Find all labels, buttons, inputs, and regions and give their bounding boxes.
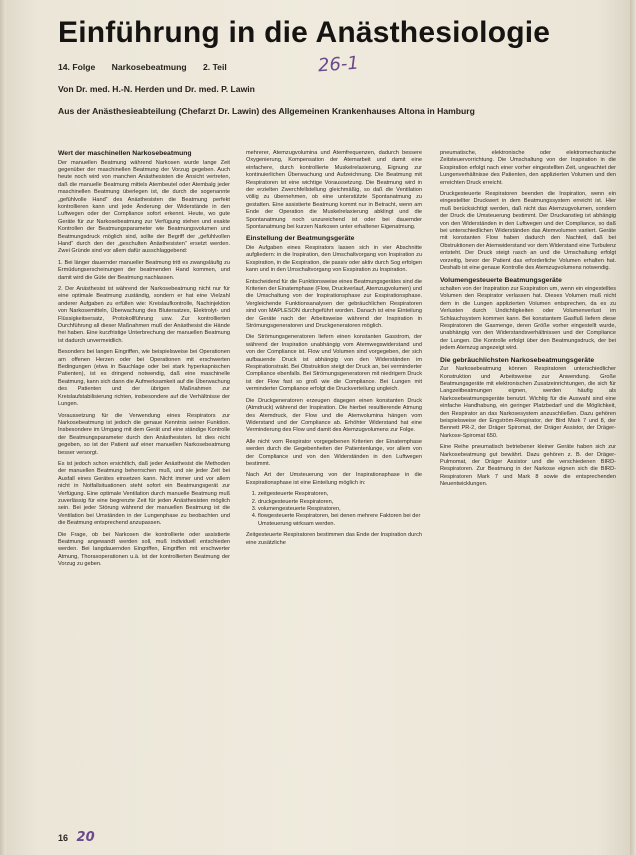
page-binding-left bbox=[0, 0, 6, 855]
section-heading: Die gebräuchlichsten Narkosebeatmungsgeräte bbox=[440, 356, 595, 364]
paragraph: Zeitgesteuerte Respiratoren bestimmen das Ende der Inspiration durch eine zusätzliche bbox=[246, 532, 422, 546]
paragraph: Die Strömungsgeneratoren liefern einen konstanten Gasstrom, der während der Inspiration unabhängig vom Atemwegswiderstand und von der Compliance ist. Flow und Volumen sind vorgegeben, der sich aufbauende Druck ist abhängig von den Widerständen im Respirationstrakt. Bei Obstruktion steigt der Druck an, bei verminderter Compliance ebenfalls. Bei Strömungsgeneratoren mit niedrigem Druck ist der Flow fast so groß wie die Compliance. Bei Lungen mit verminderter Compliance erfolgt die Druckverteilung ungleich. bbox=[246, 334, 422, 393]
section-heading: Einstellung der Beatmungsgeräte bbox=[246, 235, 355, 243]
paragraph: Nach Art der Umsteuerung von der Inspirationsphase in die Exspirationsphase ist eine Einteilung möglich in: bbox=[246, 472, 422, 486]
handwritten-page-number: 20 bbox=[76, 830, 95, 845]
paragraph: pneumatische, elektronische oder elektromechanische Zeitsteuervorrichtung. Die Umschaltung von der Inspiration in die Exspiration erfolgt nach einer vorher eingestellten Zeit, ungeachtet der Lungenverhältnisse des Patienten, den applizierten Volumen und den erreichten Druck erreicht. bbox=[440, 150, 616, 186]
paragraph: Besonders bei langen Eingriffen, wie beispielsweise bei Operationen am offenen Herzen oder bei Operationen mit erschwerten Bedingungen (etwa in Bauchlage oder bei stark hyperkapnischen Patienten), ist es dringend notwendig, daß eine maschinelle Beatmung, kann sich dann die Aufmerksamkeit auf die Überwachung des Patienten und der übrigen Maßnahmen zur Kreislaufstabilisierung richten, insbesondere auf die Verhältnisse der Lungen. bbox=[58, 349, 230, 408]
affiliation-line: Aus der Anästhesieabteilung (Chefarzt Dr. Lawin) des Allgemeinen Krankenhauses Altona in Hamburg bbox=[58, 106, 475, 116]
series-line bbox=[58, 62, 241, 72]
page-footer bbox=[58, 830, 95, 845]
series-topic: Narkosebeatmung bbox=[111, 62, 187, 72]
paragraph: Alle nicht vom Respirator vorgegebenen Kriterien der Einatemphase werden durch die Gegebenheiten der Patientenlunge, vor allem von der Compliance und von den Widerständen in den Luftwegen bestimmt. bbox=[246, 438, 422, 467]
numbered-list bbox=[258, 491, 422, 528]
paragraph: 1. Bei länger dauernder manueller Beatmung tritt es zwangsläufig zu Ermüdungserscheinungen der beatmenden Hand kommen, und damit wird die Güte der Beatmung nachlassen. bbox=[58, 259, 230, 281]
text-column-1 bbox=[58, 150, 230, 830]
text-column-3 bbox=[440, 150, 616, 830]
paragraph: Es ist jedoch schon ersichtlich, daß jeder Anästhesist die Methoden der manuellen Beatmung beherrschen muß, und sie jeder Zeit bei Ausfall eines Gerätes einsetzen kann. Nicht immer und vor allem nicht in Notfallsituationen steht sofort ein Beatmungsgerät zur Verfügung. Eine optimale Ventilation durch manuelle Beatmung muß zuverlässig für eine begrenzte Zeit für jeden Anästhesisten möglich sein. Bei jeder Störung während der manuellen Beatmung ist die Ventilation bei Umständen in der Lungenphase zu beobachten und die Beatmung entsprechend anzupassen. bbox=[58, 460, 230, 527]
paragraph: Zur Narkosebeatmung können Respiratoren unterschiedlicher Konstruktion und Arbeitsweise zur Anwendung. Große Beatmungsgeräte mit elektronischen Zusatzeinrichtungen, die sich für Langzeitbeatmungen eignen, werden häufig als Narkosebeatmungsgeräte benutzt. Wichtig für die Auswahl sind eine einfache Handhabung, ein geringer Platzbedarf und die Möglichkeit, den Respirator an das Narkosesystem anzuschließen. Dazu gehören beispielsweise der Engström-Respirator, der Bird Mark 7 und 8, der Bennett PR-2, der Dräger Spiromat, der Dräger Assistor, der Dräger-Narkose-Spiromat 650. bbox=[440, 366, 616, 439]
series-part: 2. Teil bbox=[203, 62, 227, 72]
paragraph: Die Aufgaben eines Respirators lassen sich in vier Abschnitte aufgliedern: in die Inspiration, den Umschaltvorgang von Inspiration zu Exspiration, in die Exspiration, die passiv oder aktiv durch Sog erfolgen kann und in den Umschaltvorgang von Exspiration zu Inspiration. bbox=[246, 244, 422, 274]
list-item: 1. zeitgesteuerte Respiratoren, bbox=[258, 491, 422, 498]
list-item: 3. volumengesteuerte Respiratoren, bbox=[258, 506, 422, 513]
paragraph: Entscheidend für die Funktionsweise eines Beatmungsgerätes sind die Kriterien der Einatemphase (Flow, Druckverlauf, Atemzugvolumen) und die Umschaltung von der Inspirationsphase zur Exspirationsphase. Vergleichende Funktionsanalysen der gebräuchlichen Respiratoren sind von MAPLESON durchgeführt worden. Danach ist eine Einteilung der Geräte nach der Arbeitsweise während der Inspiration in Strömungsgeneratoren und Druckgeneratoren möglich. bbox=[246, 278, 422, 330]
paragraph: 2. Der Anästhesist ist während der Narkosebeatmung nicht nur für eine optimale Beatmung zuständig, sondern er hat eine Vielzahl anderer Aufgaben zu erfüllen wie: Kreislaufkontrolle, Nachinjektion von Narkosemitteln, Überwachung des Blutersatzes, Elektrolyt- und Flüssigkeitsersatz, Protokollführung usw. Zur kontrollierten Durchführung all dieser Maßnahmen muß der Anästhesist die Hände frei haben. Eine kurzfristige Unterbrechung der manuellen Beatmung ist dadurch unvermeidlich. bbox=[58, 286, 230, 344]
paragraph: Voraussetzung für die Verwendung eines Respirators zur Narkosebeatmung ist jedoch die genaue Kenntnis seiner Funktion. Insbesondere im Umgang mit dem Gerät und eine ständige Kontrolle der Beatmungsparameter durch den Anästhesisten. Ist dies nicht gegeben, so ist der Patient auf einer manuellen Narkosebeatmung besser versorgt. bbox=[58, 412, 230, 456]
list-item: 4. flowgesteuerte Respiratoren, bei denen mehrere Faktoren bei der Umsteuerung wirksam werden. bbox=[258, 513, 422, 528]
paragraph: Die Druckgeneratoren erzeugen dagegen einen konstanten Druck (Atmdruck) während der Inspiration. Die hierbei resultierende Atmung des Atemdruck, der Flow und die Atemvolumina hängen vom Widerstand und der Compliance ab. Erhöhter Widerstand hat eine Verminderung des Flow und damit des Atemzugvolumens zur Folge. bbox=[246, 397, 422, 434]
text-column-2 bbox=[246, 150, 422, 830]
section-heading: Wert der maschinellen Narkosebeatmung bbox=[58, 150, 192, 157]
paragraph: mehrerer, Atemzugvolumina und Atemfrequenzen, dadurch bessere Oxygenierung, Kompensation der Atemarbeit und damit eine einfachere, durch kontrollierte Muskelrelaxierung, Eignung zur kontinuierlichen Überwachung und Aufzeichnung. Die Beatmung mit Respiratoren ist eine wichtige Voraussetzung. Die Beatmung wird in der erzielten Zwerchfellstellung gleichmäßig, so daß die Ventilation völlig zu übernehmen, ob eine unterstützte Spontanatmung zu gestatten. Eine assistierte Beatmung kommt nur in Betracht, wenn am Ende der Operation die Muskelrelaxierung abklingt und die Spontanatmung noch unzureichend ist oder bei dauernder Spontanatmung bei kurzen Narkosen unter erhaltener Eigenatmung. bbox=[246, 150, 422, 231]
paragraph: Die Frage, ob bei Narkosen die kontrollierte oder assistierte Beatmung angewandt werden soll, muß individuell entschieden werden. Bei langdauernden Eingriffen, Eingriffen mit erschwerter Atmung, Thoraxoperationen u.ä. ist der kontrollierten Beatmung der Vorzug zu geben. bbox=[58, 531, 230, 568]
paragraph: Eine Reihe pneumatisch betriebener kleiner Geräte haben sich zur Narkosebeatmung gut bewährt. Dazu gehören z. B. der Dräger-Pulmomat, der Dräger Assistor und die verschiedenen BIRD-Respiratoren. Zur Beatmung in der Narkose eignen sich die BIRD-Respiratoren Mark 7 und Mark 8 sowie die entsprechenden Neuentwicklungen. bbox=[440, 444, 616, 488]
paragraph: Der manuellen Beatmung während Narkosen wurde lange Zeit gegenüber der maschinellen Beatmung der Vorzug gegeben. Auch heute noch wird von manchen Anästhesisten die Ansicht vertreten, daß die manuelle Beatmung mittels Atembeutel oder Atembalg jeder maschinellen Beatmung überlegen ist, die durch die sogenannte „gefühlvolle Hand“ des Anästhesisten die Beatmung perfekt kontrollieren kann und jede Änderung der Widerstände in den Luftwegen oder der Compliance sofort erkennt. Heute, wo gute Geräte für zur Narkosebeatmung zur Verfügung stehen und exakte Kontrollen der Beatmungsparameter wie Beatmungsvolumen und Beatmungsdruck möglich sind, sollte der Begriff der „gefühlvollen Hand“ durch den der „geschulten Anästhesisten“ ersetzt werden. Zwei Gründe sind vor allem dafür ausschlaggebend: bbox=[58, 159, 230, 255]
series-number: 14. Folge bbox=[58, 62, 96, 72]
article-title: Einführung in die Anästhesiologie bbox=[58, 16, 551, 49]
handwritten-annotation: 26-1 bbox=[317, 52, 360, 77]
paragraph: Druckgesteuerte Respiratoren beenden die Inspiration, wenn ein eingestellter Druckwert in dem Beatmungssystem erreicht ist. Hier muß berücksichtigt werden, daß nicht das Atemzugvolumen, sondern der Druck die Umsteuerung bestimmt. Der Druckanstieg ist abhängig von den Widerständen in den Luftwegen und der Compliance, so daß bei unterschiedlichen Widerständen das Atemvolumen variiert. Geräte mit konstanten Flow haben dadurch den Nachteil, daß bei Obstruktionen der Atemwiderstand vor dem Widerstand eine Turbulenz entsteht. Der Druck steigt rasch an und die Umschaltung erfolgt vorzeitig, bevor der Patient das erforderliche Volumen erhalten hat. Deshalb ist eine genaue Kontrolle des Atemzugvolumens notwendig. bbox=[440, 191, 616, 272]
page-binding-right bbox=[630, 0, 636, 855]
section-heading: Volumengesteuerte Beatmungsgeräte bbox=[440, 276, 562, 284]
paragraph: schalten von der Inspiration zur Exspiration um, wenn ein eingestelltes Volumen den Respirator verlassen hat. Dieses Volumen muß nicht dem in die Lungen applizierten Volumen entsprechen, da es zu Verlusten durch Undichtigkeiten oder Volumenverlust im Schlauchsystem kommen kann. Bei konstantem Gasfluß liefern diese Respiratoren die Gasmenge, deren Größe vorher eingestellt wurde, unabhängig von den Widerstandsverhältnissen und der Compliance der Lungen. Die Kontrolle erfolgt über den Beatmungsdruck, der bei jedem Atemzug angezeigt wird. bbox=[440, 286, 616, 352]
authors-line: Von Dr. med. H.-N. Herden und Dr. med. P. Lawin bbox=[58, 84, 255, 94]
list-item: 2. druckgesteuerte Respiratoren, bbox=[258, 499, 422, 506]
page-number: 16 bbox=[58, 833, 69, 843]
